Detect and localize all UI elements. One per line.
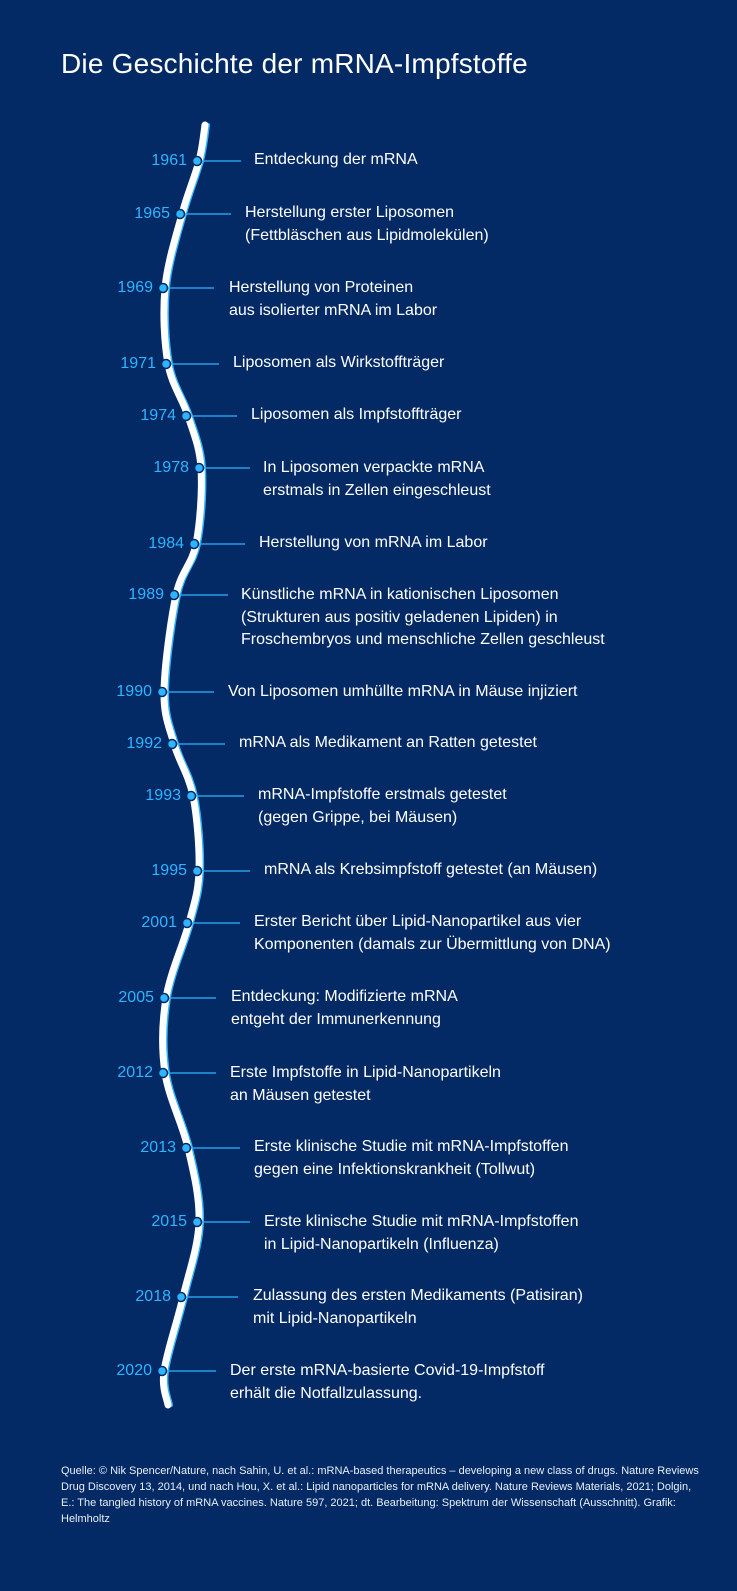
event-year: 1971 (120, 355, 156, 372)
event-description (228, 681, 578, 704)
event-text-line: Erste klinische Studie mit mRNA-Impfstoffen (254, 1138, 569, 1155)
event-description (258, 784, 507, 829)
event-text-line: Herstellung von mRNA im Labor (259, 534, 488, 551)
event-text-line: gegen eine Infektionskrankheit (Tollwut) (254, 1160, 536, 1178)
event-text-line: Erste Impfstoffe in Lipid-Nanopartikeln (230, 1064, 501, 1081)
timeline-dot (183, 919, 192, 928)
source-note: Quelle: © Nik Spencer/Nature, nach Sahin, U. et al.: mRNA-based therapeutics – developing a new class of drugs. Nature Reviews Drug Discovery 13, 2014, und nach Hou, X. et al.: Lipid nanoparticles for mRNA delivery. Nature Reviews Materials, 2021; Dolgin, E.: The tangled history of mRNA vaccines. Nature 597, 2021; dt. Bearbeitung: Spektrum der Wissenschaft (Ausschnitt). Grafik: Helmholtz (61, 1465, 699, 1525)
event-year: 2018 (135, 1288, 171, 1305)
timeline-dot (158, 688, 167, 697)
timeline-dot (182, 1144, 191, 1153)
event-text-line: mRNA als Krebsimpfstoff getestet (an Mäusen) (264, 861, 598, 878)
event-year: 1993 (145, 787, 181, 804)
event-text-line: aus isolierter mRNA im Labor (229, 301, 438, 319)
timeline-dot (170, 591, 179, 600)
event-text-line: entgeht der Immunerkennung (231, 1010, 441, 1028)
event-year: 1995 (151, 862, 187, 879)
event-text-line: mit Lipid-Nanopartikeln (253, 1309, 417, 1327)
event-description (245, 202, 489, 247)
event-text-line: an Mäusen getestet (230, 1086, 371, 1104)
event-year: 1974 (140, 407, 176, 424)
event-text-line: Komponenten (damals zur Übermittlung von DNA) (254, 935, 611, 953)
event-text-line: Herstellung erster Liposomen (245, 204, 454, 221)
event-description (253, 1285, 583, 1330)
timeline-dot (159, 284, 168, 293)
event-description (254, 911, 611, 956)
event-year: 2020 (116, 1362, 152, 1379)
event-text-line: mRNA-Impfstoffe erstmals getestet (258, 786, 507, 803)
event-description (239, 732, 537, 755)
event-year: 2012 (117, 1064, 153, 1081)
event-text-line: Froschembryos und menschliche Zellen geschleust (241, 631, 605, 648)
timeline-dot (168, 740, 177, 749)
event-text-line: erstmals in Zellen eingeschleust (263, 481, 491, 499)
event-text-line: Künstliche mRNA in kationischen Liposomen (241, 586, 559, 603)
event-text-line: mRNA als Medikament an Ratten getestet (239, 734, 537, 751)
event-year: 2001 (141, 914, 177, 931)
event-description (259, 532, 488, 555)
event-year: 2005 (118, 989, 154, 1006)
event-text-line: Herstellung von Proteinen (229, 279, 414, 296)
event-year: 1965 (134, 205, 170, 222)
event-description (263, 457, 491, 502)
event-text-line: Erster Bericht über Lipid-Nanopartikel aus vier (254, 913, 582, 930)
timeline-dot (195, 464, 204, 473)
event-description (254, 149, 418, 172)
event-text-line: (gegen Grippe, bei Mäusen) (258, 808, 458, 826)
event-year: 1984 (148, 535, 184, 552)
event-text-line: In Liposomen verpackte mRNA (263, 459, 485, 476)
timeline-dot (158, 1367, 167, 1376)
timeline-dot (177, 1293, 186, 1302)
event-description (233, 352, 444, 375)
event-description (231, 986, 458, 1031)
event-text-line: Liposomen als Wirkstoffträger (233, 354, 445, 371)
event-description (264, 1211, 578, 1256)
timeline-dot (160, 994, 169, 1003)
event-text-line: Von Liposomen umhüllte mRNA in Mäuse injiziert (228, 683, 578, 700)
event-year: 2013 (140, 1139, 176, 1156)
event-text-line: in Lipid-Nanopartikeln (Influenza) (264, 1235, 499, 1253)
event-description (264, 859, 597, 882)
event-year: 1969 (117, 279, 153, 296)
event-text-line: Erste klinische Studie mit mRNA-Impfstoffen (264, 1213, 579, 1230)
timeline-dot (182, 412, 191, 421)
event-year: 1961 (151, 152, 187, 169)
event-description (229, 277, 437, 322)
timeline-dot (190, 540, 199, 549)
event-text-line: Entdeckung der mRNA (254, 151, 418, 168)
event-year: 1992 (126, 735, 162, 752)
event-text-line: (Fettbläschen aus Lipidmolekülen) (245, 226, 489, 244)
event-text-line: Zulassung des ersten Medikaments (Patisiran) (253, 1287, 583, 1304)
event-description (241, 584, 605, 652)
event-year: 1989 (128, 586, 164, 603)
event-text-line: Der erste mRNA-basierte Covid-19-Impfstoff (230, 1362, 545, 1379)
event-text-line: Entdeckung: Modifizierte mRNA (231, 988, 458, 1005)
event-year: 2015 (151, 1213, 187, 1230)
timeline-dot (193, 1218, 202, 1227)
timeline-dot (193, 157, 202, 166)
event-text-line: (Strukturen aus positiv geladenen Lipiden) in (241, 608, 558, 626)
event-description (251, 404, 461, 427)
timeline-dot (187, 792, 196, 801)
timeline-dot (193, 867, 202, 876)
event-description (230, 1062, 501, 1107)
page-title: Die Geschichte der mRNA-Impfstoffe (61, 48, 528, 79)
event-year: 1990 (116, 683, 152, 700)
timeline-dot (162, 360, 171, 369)
event-description (230, 1360, 544, 1405)
event-text-line: erhält die Notfallzulassung. (230, 1384, 423, 1402)
timeline-dot (159, 1069, 168, 1078)
event-description (254, 1136, 568, 1181)
timeline-dot (176, 210, 185, 219)
event-year: 1978 (153, 459, 189, 476)
event-text-line: Liposomen als Impfstoffträger (251, 406, 462, 423)
